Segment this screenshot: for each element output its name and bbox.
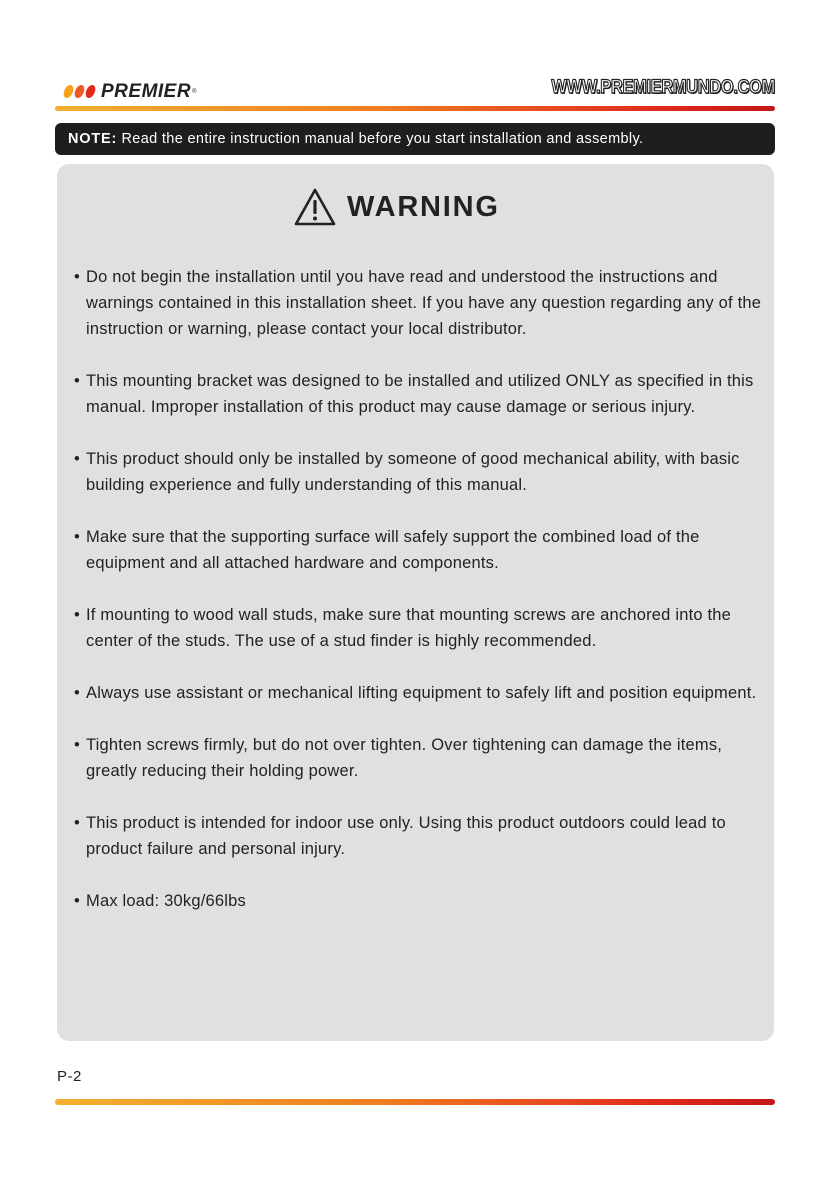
website-url: WWW.PREMIERMUNDO.COM: [551, 77, 775, 98]
note-label: NOTE:: [68, 131, 118, 147]
note-banner: [55, 123, 775, 155]
header-divider-bar: [55, 106, 775, 111]
warning-item-text: Always use assistant or mechanical lifting equipment to safely lift and position equipment.: [86, 684, 757, 702]
warning-item: • Always use assistant or mechanical lifting equipment to safely lift and position equipment.: [74, 684, 757, 702]
warning-item: • Make sure that the supporting surface will safely support the combined load of the equipment and all attached hardware and components.: [74, 528, 700, 572]
warning-item: • If mounting to wood wall studs, make sure that mounting screws are anchored into the center of the studs. The use of a stud finder is highly recommended.: [74, 606, 732, 650]
premier-logo: [64, 82, 197, 101]
warning-item-text: This product should only be installed by someone of good mechanical ability, with basic building experience and fully understanding of this manual.: [86, 450, 740, 494]
footer-divider-bar: [55, 1099, 775, 1105]
warning-item-text: Do not begin the installation until you have read and understood the instructions and warnings contained in this installation sheet. If you have any question regarding any of the instruction or warning, please contact your local distributor.: [86, 268, 762, 338]
warning-list: [74, 264, 764, 940]
warning-item-text: This mounting bracket was designed to be installed and utilized ONLY as specified in this manual. Improper installation of this product may cause damage or serious injury.: [86, 372, 754, 416]
warning-item: • Do not begin the installation until you have read and understood the instructions and warnings contained in this installation sheet. If you have any question regarding any of the instruction or warning, please contact your local distributor.: [74, 268, 762, 338]
page-number: P-2: [57, 1068, 82, 1085]
warning-heading: [293, 187, 500, 227]
warning-triangle-icon: [293, 187, 337, 227]
warning-item-text: This product is intended for indoor use only. Using this product outdoors could lead to product failure and personal injury.: [86, 814, 726, 858]
warning-item: • Tighten screws firmly, but do not over tighten. Over tightening can damage the items, greatly reducing their holding power.: [74, 736, 723, 780]
logo-dots-icon: [64, 85, 95, 98]
warning-item-text: Make sure that the supporting surface will safely support the combined load of the equipment and all attached hardware and components.: [86, 528, 700, 572]
warning-item: • This mounting bracket was designed to be installed and utilized ONLY as specified in this manual. Improper installation of this product may cause damage or serious injury.: [74, 372, 754, 416]
trademark-symbol: ®: [192, 88, 197, 95]
warning-item-text: Max load: 30kg/66lbs: [86, 892, 246, 910]
warning-title: WARNING: [347, 190, 500, 223]
warning-item-text: Tighten screws firmly, but do not over tighten. Over tightening can damage the items, greatly reducing their holding power.: [86, 736, 723, 780]
note-text: Read the entire instruction manual before you start installation and assembly.: [117, 131, 644, 147]
warning-item-text: If mounting to wood wall studs, make sure that mounting screws are anchored into the center of the studs. The use of a stud finder is highly recommended.: [86, 606, 732, 650]
warning-item: • Max load: 30kg/66lbs: [74, 892, 246, 910]
brand-name: PREMIER: [101, 81, 192, 102]
warning-item: • This product is intended for indoor use only. Using this product outdoors could lead to product failure and personal injury.: [74, 814, 726, 858]
warning-item: • This product should only be installed by someone of good mechanical ability, with basic building experience and fully understanding of this manual.: [74, 450, 740, 494]
